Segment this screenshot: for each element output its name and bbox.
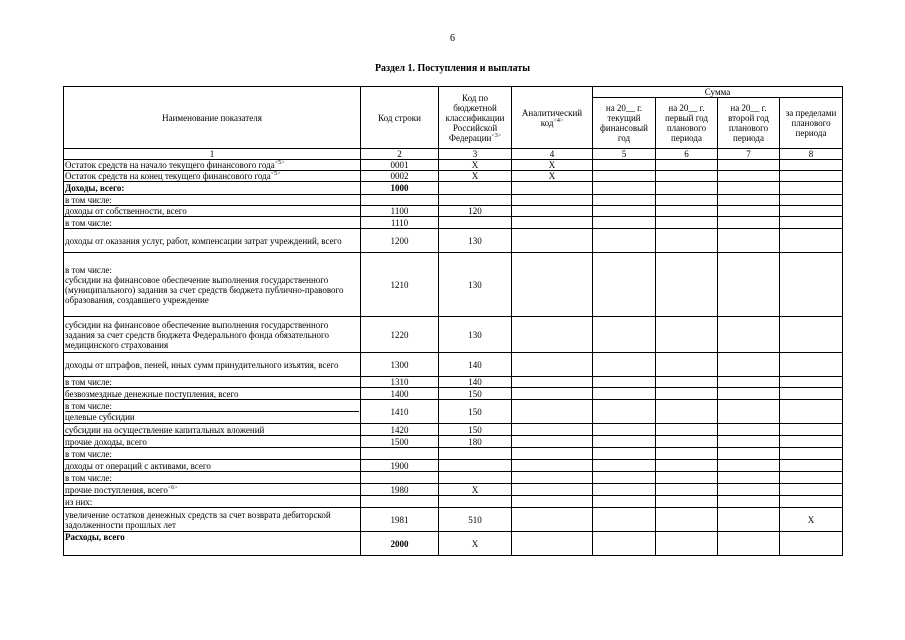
row-kbk: 140 [439, 353, 512, 377]
row-note: <5> [270, 171, 281, 177]
row-sum-beyond [780, 484, 843, 496]
row-sum-current [593, 460, 656, 472]
row-sum-second [718, 317, 780, 353]
row-name-line: доходы от оказания услуг, работ, компенсации затрат учреждений, всего [65, 235, 342, 246]
row-sum-current [593, 436, 656, 448]
row-code: 1310 [361, 377, 439, 388]
row-name [64, 496, 361, 508]
table-row [64, 206, 843, 217]
row-name [64, 508, 361, 532]
row-sum-current [593, 424, 656, 436]
row-name-line: в том числе: [65, 448, 112, 459]
row-sum-beyond [780, 388, 843, 400]
table-row [64, 353, 843, 377]
row-analytic [512, 353, 593, 377]
header-budget-code-text: Код по бюджетной классификации Российской Федерации [445, 92, 505, 143]
row-code: 1500 [361, 436, 439, 448]
row-sum-first [656, 388, 718, 400]
table-row [64, 472, 843, 484]
row-analytic [512, 217, 593, 229]
row-sum-first [656, 448, 718, 460]
row-sum-beyond [780, 532, 843, 556]
row-sum-second [718, 460, 780, 472]
row-kbk: 150 [439, 388, 512, 400]
row-analytic [512, 388, 593, 400]
row-sum-beyond [780, 460, 843, 472]
header-col5: на 20__ г. текущий финансовый год [593, 98, 656, 149]
row-name [64, 171, 361, 182]
row-code: 1220 [361, 317, 439, 353]
row-kbk: 130 [439, 253, 512, 317]
row-sum-beyond [780, 472, 843, 484]
row-code: 1410 [361, 400, 439, 424]
row-sum-beyond [780, 353, 843, 377]
row-sum-beyond [780, 496, 843, 508]
row-sum-second [718, 182, 780, 195]
row-name-line: Доходы, всего: [65, 183, 125, 193]
table-row [64, 160, 843, 171]
row-name [64, 472, 361, 484]
table-row [64, 484, 843, 496]
row-name-line: субсидии на финансовое обеспечение выполнения государственного задания за счет средств бюджета Федерального фонда обязательного медицинского страхования [65, 319, 330, 350]
row-kbk [439, 217, 512, 229]
row-note: <5> [274, 160, 285, 166]
row-analytic [512, 317, 593, 353]
row-code: 1400 [361, 388, 439, 400]
row-code: 2000 [361, 532, 439, 556]
row-sum-first [656, 484, 718, 496]
row-name-line: увеличение остатков денежных средств за счет возврата дебиторской задолженности прошлых лет [65, 509, 331, 530]
row-sum-first [656, 472, 718, 484]
header-analytic-code-note: <4> [553, 117, 564, 124]
row-sum-second [718, 253, 780, 317]
header-col7: на 20__ г. второй год планового периода [718, 98, 780, 149]
row-name-line: доходы от операций с активами, всего [65, 460, 211, 471]
row-name-line: доходы от штрафов, пеней, иных сумм принудительного изъятия, всего [65, 359, 339, 370]
row-kbk: X [439, 532, 512, 556]
row-name [64, 253, 361, 317]
row-sum-first [656, 424, 718, 436]
row-name [64, 377, 361, 388]
table-row [64, 229, 843, 253]
row-sum-current [593, 217, 656, 229]
row-analytic [512, 253, 593, 317]
row-name-line: прочие поступления, всего$^{<6>}$ [65, 484, 178, 495]
row-name [64, 460, 361, 472]
row-name [64, 436, 361, 448]
row-sum-second [718, 195, 780, 206]
row-sum-first [656, 496, 718, 508]
row-kbk [439, 496, 512, 508]
column-number: 5 [593, 149, 656, 160]
table-row [64, 388, 843, 400]
row-name [64, 400, 361, 424]
row-sum-second [718, 472, 780, 484]
row-sum-beyond [780, 448, 843, 460]
header-budget-code-note: <3> [491, 132, 502, 139]
row-sum-current [593, 532, 656, 556]
row-name-line: безвозмездные денежные поступления, всего [65, 388, 239, 399]
header-analytic-code [512, 87, 593, 149]
header-col8: за пределами планового периода [780, 98, 843, 149]
row-sum-current [593, 448, 656, 460]
row-sum-second [718, 353, 780, 377]
row-analytic [512, 532, 593, 556]
row-sum-second [718, 508, 780, 532]
header-budget-code [439, 87, 512, 149]
row-sum-current [593, 353, 656, 377]
table-row [64, 496, 843, 508]
row-name-line: из них: [65, 496, 93, 507]
section-title: Раздел 1. Поступления и выплаты [374, 63, 531, 74]
table-row [64, 195, 843, 206]
table-row [64, 217, 843, 229]
row-sum-beyond [780, 229, 843, 253]
row-name [64, 206, 361, 217]
row-analytic [512, 182, 593, 195]
row-kbk: 130 [439, 317, 512, 353]
table-row [64, 448, 843, 460]
row-sum-beyond [780, 206, 843, 217]
row-name-line: Остаток средств на конец текущего финансового года$^{<5>}$ [65, 171, 281, 181]
row-name [64, 532, 361, 556]
row-code: 1100 [361, 206, 439, 217]
row-sum-current [593, 472, 656, 484]
row-sum-current [593, 400, 656, 424]
row-sum-first [656, 160, 718, 171]
row-name [64, 484, 361, 496]
row-kbk: X [439, 484, 512, 496]
row-sum-second [718, 424, 780, 436]
row-name [64, 388, 361, 400]
row-analytic [512, 424, 593, 436]
row-sum-current [593, 377, 656, 388]
column-number: 4 [512, 149, 593, 160]
row-sum-beyond [780, 217, 843, 229]
row-analytic [512, 508, 593, 532]
table-row [64, 317, 843, 353]
row-name-line: в том числе: [65, 401, 359, 412]
row-code: 1900 [361, 460, 439, 472]
row-kbk: 150 [439, 400, 512, 424]
row-sum-first [656, 400, 718, 424]
row-name-line: субсидии на осуществление капитальных вложений [65, 424, 265, 435]
header-name: Наименование показателя [64, 87, 361, 149]
row-name [64, 317, 361, 353]
row-sum-first [656, 508, 718, 532]
row-analytic [512, 460, 593, 472]
column-number: 1 [64, 149, 361, 160]
row-name [64, 424, 361, 436]
row-code [361, 448, 439, 460]
column-number: 7 [718, 149, 780, 160]
row-sum-beyond [780, 400, 843, 424]
row-sum-current [593, 484, 656, 496]
row-sum-first [656, 182, 718, 195]
row-name-line: Остаток средств на начало текущего финансового года$^{<5>}$ [65, 160, 285, 170]
row-kbk [439, 448, 512, 460]
row-sum-current [593, 195, 656, 206]
row-analytic [512, 436, 593, 448]
row-analytic [512, 206, 593, 217]
row-sum-second [718, 217, 780, 229]
row-code: 1110 [361, 217, 439, 229]
row-sum-second [718, 496, 780, 508]
row-code [361, 472, 439, 484]
row-name-line: в том числе: [65, 472, 112, 483]
row-name-line: целевые субсидии [65, 412, 135, 422]
row-sum-current [593, 206, 656, 217]
row-sum-second [718, 377, 780, 388]
row-code: 0001 [361, 160, 439, 171]
row-sum-beyond [780, 195, 843, 206]
row-note: <6> [167, 484, 178, 491]
row-sum-first [656, 253, 718, 317]
row-sum-first [656, 377, 718, 388]
row-sum-second [718, 400, 780, 424]
column-number: 2 [361, 149, 439, 160]
row-name [64, 160, 361, 171]
row-name-line: в том числе: [65, 217, 112, 228]
row-sum-current [593, 160, 656, 171]
row-sum-beyond [780, 436, 843, 448]
row-analytic: X [512, 160, 593, 171]
row-analytic: X [512, 171, 593, 182]
row-kbk [439, 182, 512, 195]
row-sum-current [593, 171, 656, 182]
header-col6: на 20__ г. первый год планового периода [656, 98, 718, 149]
row-analytic [512, 484, 593, 496]
income-expense-table [63, 86, 843, 556]
row-sum-current [593, 229, 656, 253]
table-row [64, 171, 843, 182]
row-name [64, 195, 361, 206]
row-kbk [439, 195, 512, 206]
table-row [64, 508, 843, 532]
header-code-row: Код строки [361, 87, 439, 149]
row-name [64, 353, 361, 377]
row-sum-first [656, 353, 718, 377]
row-sum-current [593, 388, 656, 400]
row-sum-second [718, 171, 780, 182]
row-sum-first [656, 229, 718, 253]
row-analytic [512, 400, 593, 424]
row-kbk: 120 [439, 206, 512, 217]
row-analytic [512, 496, 593, 508]
row-sum-second [718, 448, 780, 460]
row-kbk: 180 [439, 436, 512, 448]
row-sum-beyond [780, 424, 843, 436]
row-name-line: в том числе: [65, 264, 112, 275]
row-name-line: в том числе: [65, 377, 112, 387]
row-sum-first [656, 217, 718, 229]
row-code: 1200 [361, 229, 439, 253]
column-number: 3 [439, 149, 512, 160]
table-row [64, 424, 843, 436]
row-sum-beyond [780, 160, 843, 171]
row-kbk [439, 472, 512, 484]
row-name-line: Расходы, всего [65, 532, 125, 542]
row-code: 1980 [361, 484, 439, 496]
row-kbk: X [439, 160, 512, 171]
row-sum-second [718, 388, 780, 400]
row-sum-first [656, 206, 718, 217]
page-number: 6 [450, 33, 455, 44]
row-sum-current [593, 253, 656, 317]
row-name [64, 229, 361, 253]
row-kbk: 130 [439, 229, 512, 253]
row-code [361, 195, 439, 206]
row-analytic [512, 377, 593, 388]
table-row [64, 532, 843, 556]
row-code: 1300 [361, 353, 439, 377]
row-sum-beyond [780, 171, 843, 182]
row-sum-first [656, 436, 718, 448]
row-code: 1210 [361, 253, 439, 317]
row-analytic [512, 472, 593, 484]
table-row [64, 436, 843, 448]
column-number: 8 [780, 149, 843, 160]
row-code: 1420 [361, 424, 439, 436]
row-sum-current [593, 496, 656, 508]
header-analytic-code-text: Аналитический код [521, 107, 583, 128]
row-analytic [512, 448, 593, 460]
column-number: 6 [656, 149, 718, 160]
table-row [64, 400, 843, 424]
row-sum-second [718, 484, 780, 496]
row-sum-current [593, 182, 656, 195]
row-name-line: доходы от собственности, всего [65, 206, 187, 216]
table-row [64, 182, 843, 195]
row-sum-first [656, 532, 718, 556]
row-sum-second [718, 436, 780, 448]
row-code: 1981 [361, 508, 439, 532]
row-sum-second [718, 532, 780, 556]
row-sum-beyond [780, 317, 843, 353]
row-sum-current [593, 317, 656, 353]
row-sum-first [656, 317, 718, 353]
row-sum-current [593, 508, 656, 532]
row-sum-first [656, 195, 718, 206]
row-code [361, 496, 439, 508]
row-name-line: в том числе: [65, 195, 112, 205]
row-analytic [512, 195, 593, 206]
header-sum: Сумма [593, 87, 843, 98]
row-name-line: прочие доходы, всего [65, 436, 147, 447]
table-row [64, 253, 843, 317]
row-sum-first [656, 171, 718, 182]
row-kbk [439, 460, 512, 472]
row-name-line: субсидии на финансовое обеспечение выполнения государственного (муниципального) задания за счет средств бюджета публично-правового образования, создавшего учреждение [65, 274, 344, 305]
row-sum-second [718, 229, 780, 253]
row-kbk: 150 [439, 424, 512, 436]
row-code: 1000 [361, 182, 439, 195]
row-code: 0002 [361, 171, 439, 182]
row-name [64, 217, 361, 229]
row-name [64, 182, 361, 195]
row-kbk: X [439, 171, 512, 182]
table-row [64, 377, 843, 388]
table-row [64, 460, 843, 472]
row-name [64, 448, 361, 460]
row-sum-second [718, 206, 780, 217]
row-sum-beyond [780, 377, 843, 388]
row-kbk: 140 [439, 377, 512, 388]
row-sum-beyond [780, 182, 843, 195]
row-sum-first [656, 460, 718, 472]
row-kbk: 510 [439, 508, 512, 532]
row-analytic [512, 229, 593, 253]
row-sum-beyond: X [780, 508, 843, 532]
row-sum-beyond [780, 253, 843, 317]
row-sum-second [718, 160, 780, 171]
